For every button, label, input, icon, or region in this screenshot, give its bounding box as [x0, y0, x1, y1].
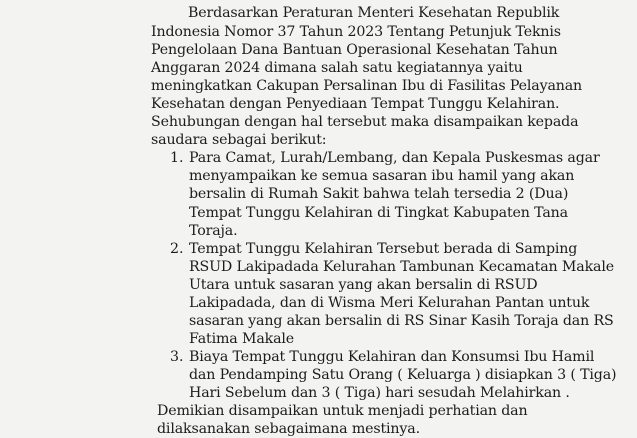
paragraph-line: Anggaran 2024 dimana salah satu kegiatannya yaitu [151, 60, 523, 76]
paragraph-line: Kesehatan dengan Penyediaan Tempat Tunggu Kelahiran. [151, 96, 560, 112]
list-item-line: Hari Sebelum dan 3 ( Tiga) hari sesudah Melahirkan . [189, 385, 570, 401]
list-item-number: 3. [170, 349, 184, 365]
paragraph-line: Sehubungan dengan hal tersebut maka disampaikan kepada [151, 114, 579, 130]
list-item-line: Toraja. [189, 223, 238, 239]
closing-line: dilaksanakan sebagaimana mestinya. [157, 421, 420, 437]
paragraph-line: meningkatkan Cakupan Persalinan Ibu di Fasilitas Pelayanan [151, 78, 583, 94]
list-item-line: bersalin di Rumah Sakit bahwa telah tersedia 2 (Dua) [189, 186, 569, 202]
list-item-line: Fatima Makale [189, 331, 295, 347]
list-item-line: Tempat Tunggu Kelahiran Tersebut berada di Samping [189, 241, 578, 257]
list-item-line: Para Camat, Lurah/Lembang, dan Kepala Puskesmas agar [189, 150, 600, 166]
list-item-number: 1. [170, 150, 184, 166]
list-item-number: 2. [170, 241, 184, 257]
list-item-line: Utara untuk sasaran yang akan bersalin di RSUD [189, 277, 538, 293]
closing-line: Demikian disampaikan untuk menjadi perhatian dan [157, 403, 528, 419]
paragraph-line: Pengelolaan Dana Bantuan Operasional Kesehatan Tahun [151, 42, 558, 58]
list-item-line: Lakipadada, dan di Wisma Meri Kelurahan Pantan untuk [189, 295, 590, 311]
list-item-line: dan Pendamping Satu Orang ( Keluarga ) disiapkan 3 ( Tiga) [189, 367, 617, 383]
list-item-line: menyampaikan ke semua sasaran ibu hamil yang akan [189, 168, 575, 184]
list-item-line: Biaya Tempat Tunggu Kelahiran dan Konsumsi Ibu Hamil [189, 349, 595, 365]
list-item-line: Tempat Tunggu Kelahiran di Tingkat Kabupaten Tana [189, 205, 568, 221]
list-item-line: sasaran yang akan bersalin di RS Sinar Kasih Toraja dan RS [189, 313, 614, 329]
list-item-line: RSUD Lakipadada Kelurahan Tambunan Kecamatan Makale [189, 259, 614, 275]
paragraph-line: saudara sebagai berikut: [151, 132, 327, 148]
paragraph-line: Berdasarkan Peraturan Menteri Kesehatan Republik [188, 5, 560, 21]
paragraph-line: Indonesia Nomor 37 Tahun 2023 Tentang Petunjuk Teknis [151, 24, 561, 40]
